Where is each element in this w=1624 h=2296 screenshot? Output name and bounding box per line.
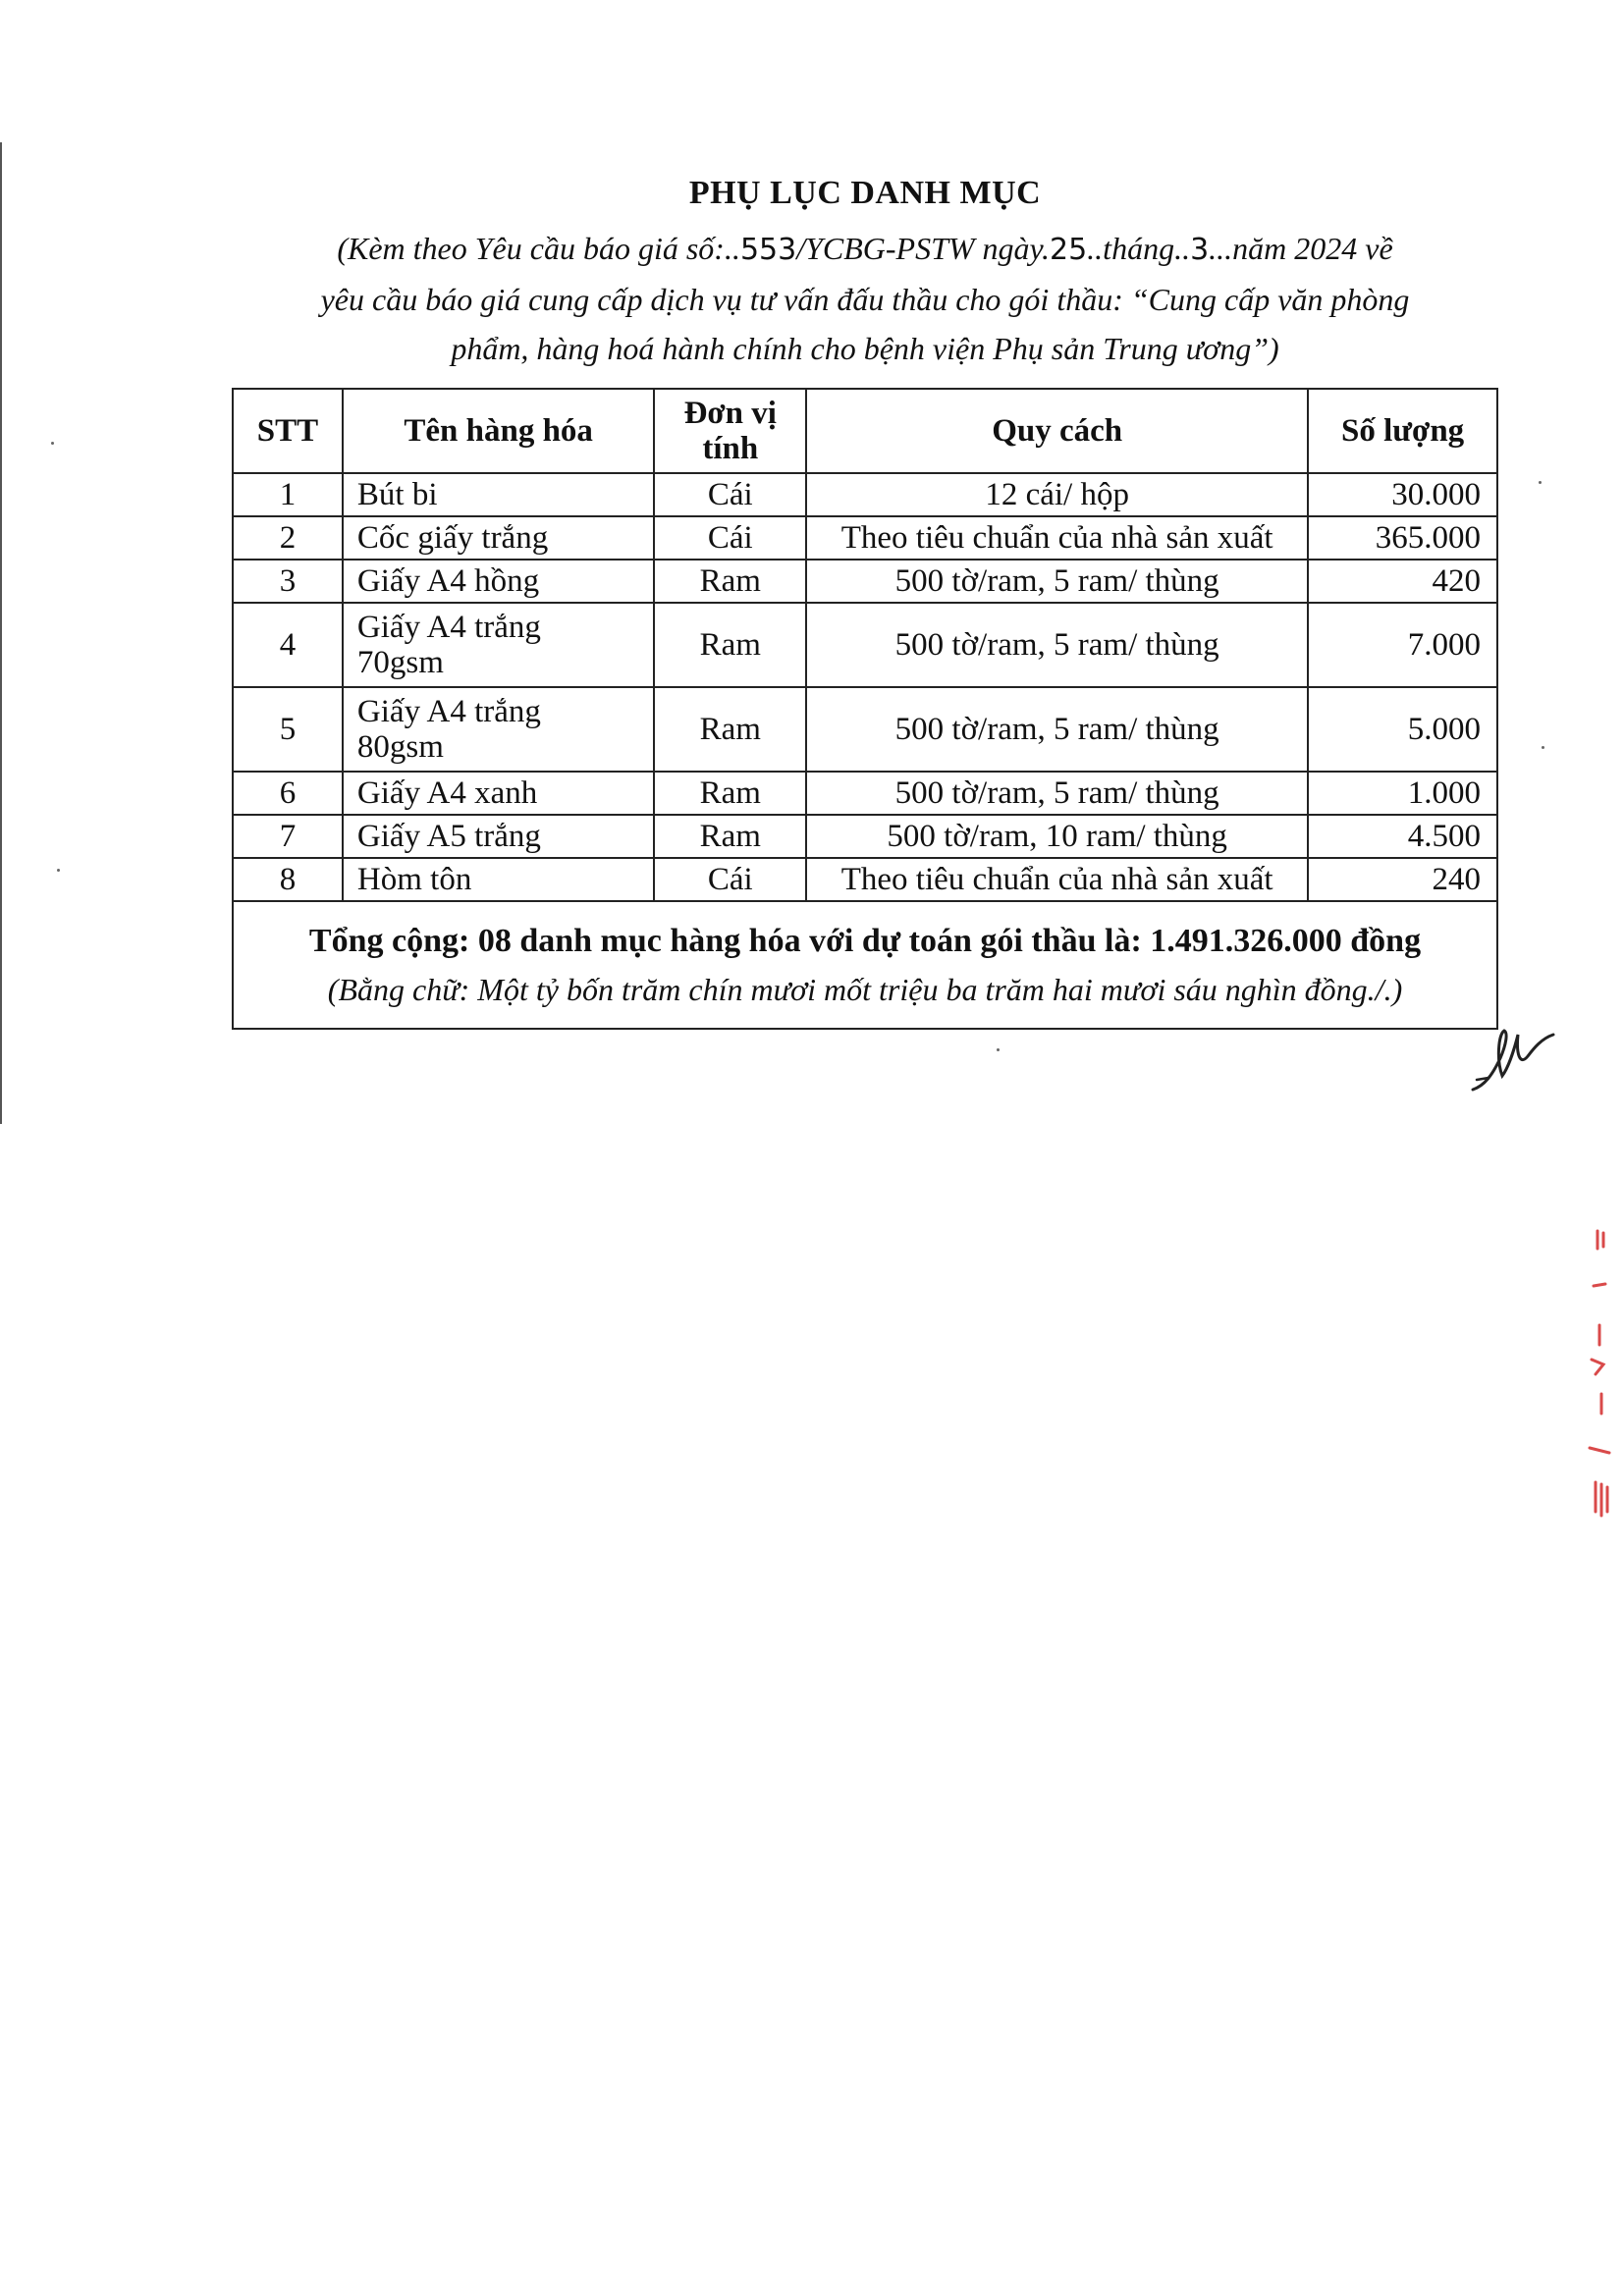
subtitle-text: ..tháng.. <box>1087 231 1191 266</box>
scan-speck <box>51 442 54 445</box>
subtitle-line-1 <box>232 224 1498 275</box>
cell-name-line-1: Cốc giấy trắng <box>356 520 549 556</box>
cell-name <box>343 687 654 772</box>
cell-name-line-1: Giấy A4 hồng <box>356 563 540 599</box>
subtitle-text: ...năm 2024 về <box>1209 231 1393 266</box>
header-name: Tên hàng hóa <box>343 389 654 473</box>
cell-name-line-2: 80gsm <box>356 729 444 765</box>
cell-unit: Cái <box>654 516 806 560</box>
header-qty: Số lượng <box>1308 389 1497 473</box>
cell-spec: Theo tiêu chuẩn của nhà sản xuất <box>806 516 1308 560</box>
header-unit <box>654 389 806 473</box>
table-row <box>233 772 1497 815</box>
total-amount: Tổng cộng: 08 danh mục hàng hóa với dự toán gói thầu là: 1.491.326.000 đồng <box>308 923 1422 959</box>
table-row <box>233 516 1497 560</box>
cell-unit: Cái <box>654 473 806 516</box>
cell-spec: 500 tờ/ram, 5 ram/ thùng <box>806 603 1308 687</box>
table-row <box>233 603 1497 687</box>
cell-name <box>343 815 654 858</box>
cell-name <box>343 516 654 560</box>
scan-speck <box>1542 746 1544 749</box>
cell-qty: 4.500 <box>1308 815 1497 858</box>
cell-name <box>343 772 654 815</box>
cell-name <box>343 560 654 603</box>
total-in-words: (Bằng chữ: Một tỷ bốn trăm chín mươi mốt triệu ba trăm hai mươi sáu nghìn đồng./.) <box>327 972 1403 1007</box>
cell-stt: 6 <box>233 772 343 815</box>
cell-spec: 500 tờ/ram, 5 ram/ thùng <box>806 560 1308 603</box>
goods-table <box>232 388 1498 1030</box>
cell-name-line-2: 70gsm <box>356 645 444 680</box>
cell-stt: 5 <box>233 687 343 772</box>
cell-name <box>343 603 654 687</box>
subtitle-line-2: yêu cầu báo giá cung cấp dịch vụ tư vấn đấu thầu cho gói thầu: “Cung cấp văn phòng <box>320 282 1410 317</box>
cell-spec: 500 tờ/ram, 10 ram/ thùng <box>806 815 1308 858</box>
cell-unit: Ram <box>654 772 806 815</box>
cell-qty: 1.000 <box>1308 772 1497 815</box>
table-row <box>233 473 1497 516</box>
cell-name-line-1: Bút bi <box>356 477 438 512</box>
cell-stt: 1 <box>233 473 343 516</box>
cell-qty: 30.000 <box>1308 473 1497 516</box>
cell-name-line-1: Giấy A4 xanh <box>356 775 538 811</box>
table-row <box>233 560 1497 603</box>
red-stamp-edge-icon <box>1576 1227 1615 1541</box>
cell-name-line-1: Giấy A4 trắng <box>356 610 541 645</box>
cell-name-line-1: Hòm tôn <box>356 862 472 897</box>
table-header-row <box>233 389 1497 473</box>
header-stt: STT <box>233 389 343 473</box>
cell-name <box>343 473 654 516</box>
cell-spec: 12 cái/ hộp <box>806 473 1308 516</box>
cell-unit: Cái <box>654 858 806 901</box>
cell-qty: 5.000 <box>1308 687 1497 772</box>
subtitle-text: /YCBG-PSTW ngày. <box>796 231 1050 266</box>
cell-qty: 420 <box>1308 560 1497 603</box>
cell-spec: Theo tiêu chuẩn của nhà sản xuất <box>806 858 1308 901</box>
table-row <box>233 815 1497 858</box>
cell-unit: Ram <box>654 815 806 858</box>
cell-stt: 8 <box>233 858 343 901</box>
total-cell <box>233 901 1497 1029</box>
cell-unit: Ram <box>654 560 806 603</box>
cell-qty: 240 <box>1308 858 1497 901</box>
table-total-row <box>233 901 1497 1029</box>
cell-stt: 7 <box>233 815 343 858</box>
header-unit-line-1: Đơn vị <box>683 396 777 431</box>
subtitle-text: (Kèm theo Yêu cầu báo giá số:.. <box>337 231 740 266</box>
cell-name-line-1: Giấy A5 trắng <box>356 819 541 854</box>
cell-name-line-1: Giấy A4 trắng <box>356 694 541 729</box>
scan-edge-line <box>0 142 2 1124</box>
cell-spec: 500 tờ/ram, 5 ram/ thùng <box>806 687 1308 772</box>
cell-qty: 365.000 <box>1308 516 1497 560</box>
scan-speck <box>57 869 60 872</box>
cell-unit: Ram <box>654 687 806 772</box>
cell-stt: 4 <box>233 603 343 687</box>
header-unit-line-2: tính <box>702 431 759 466</box>
page-subtitle <box>232 224 1498 373</box>
scan-speck <box>997 1048 1000 1051</box>
cell-unit: Ram <box>654 603 806 687</box>
page-title: PHỤ LỤC DANH MỤC <box>688 175 1042 211</box>
cell-stt: 3 <box>233 560 343 603</box>
table-row <box>233 687 1497 772</box>
handwritten-number: 553 <box>739 233 797 267</box>
handwritten-month: 3 <box>1190 233 1210 267</box>
cell-name <box>343 858 654 901</box>
header-spec: Quy cách <box>806 389 1308 473</box>
scan-speck <box>1539 481 1542 484</box>
table-row <box>233 858 1497 901</box>
handwritten-day: 25 <box>1049 233 1088 267</box>
signature-initials-icon <box>1463 1021 1561 1099</box>
cell-stt: 2 <box>233 516 343 560</box>
subtitle-line-3: phẩm, hàng hoá hành chính cho bệnh viện Phụ sản Trung ương”) <box>451 331 1279 366</box>
cell-qty: 7.000 <box>1308 603 1497 687</box>
cell-spec: 500 tờ/ram, 5 ram/ thùng <box>806 772 1308 815</box>
